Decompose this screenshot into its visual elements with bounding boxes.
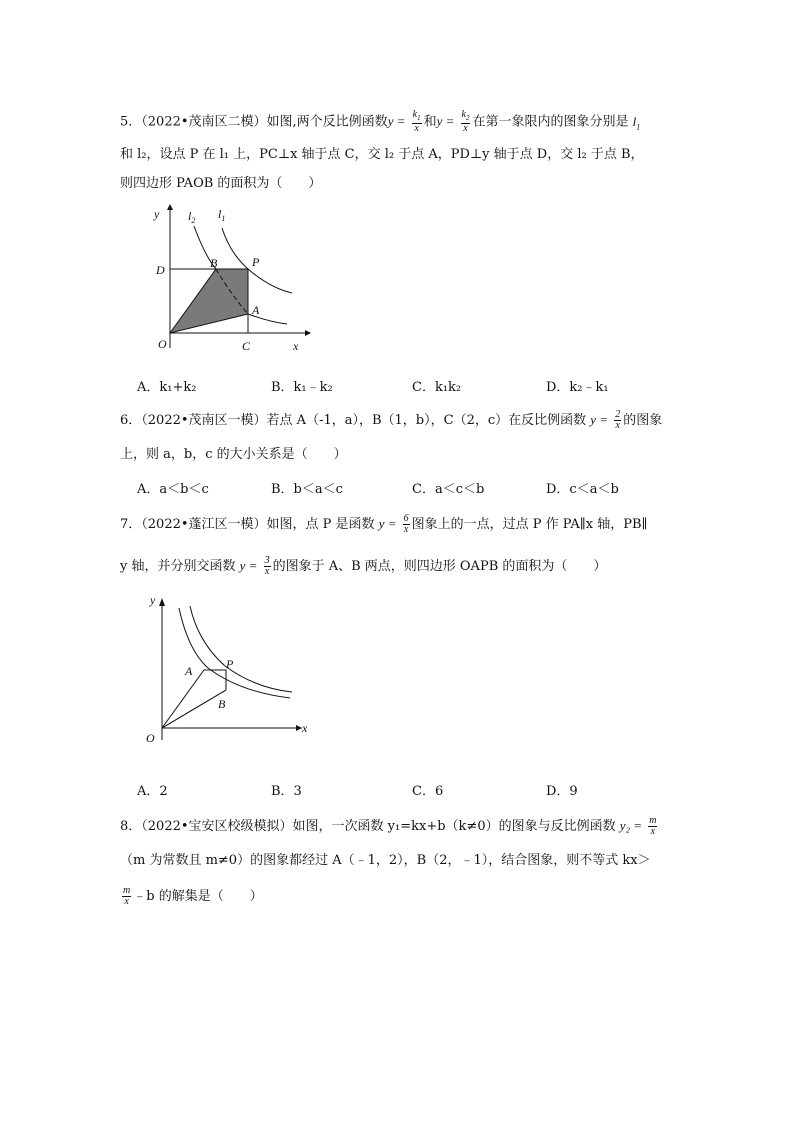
q7-curve-inner (179, 608, 290, 698)
q5-label-B: B (210, 256, 218, 270)
q6-option-a[interactable]: A．a＜b＜c (137, 482, 209, 497)
q7-text-2b: 的图象于 A、B 两点，则四边形 OAPB 的面积为（ ） (272, 559, 607, 574)
q5-line-3: 则四边形 PAOB 的面积为（ ） (120, 176, 322, 191)
q6-option-b[interactable]: B．b＜a＜c (271, 482, 343, 497)
q5-label-l2: $l_2$ (188, 209, 196, 225)
q7-y-arrow-icon (159, 598, 165, 606)
q6-option-d[interactable]: D．c＜a＜b (546, 482, 619, 497)
q6-text-1a: 若点 A（-1，a），B（1，b），C（2，c）在反比例函数 (266, 413, 587, 428)
q5-fraction-1: $\frac{k_1}{x}$ (412, 109, 421, 134)
q7-label-P: P (226, 657, 234, 671)
q5-text-1b: 和 (423, 114, 437, 130)
q7-y2: y = (239, 558, 258, 573)
q7-text-1a: 如图，点 P 是函数 (266, 517, 375, 532)
q7-text-1b: 图象上的一点，过点 P 作 PA∥x 轴，PB∥ (411, 517, 648, 532)
q5-label-y: y (154, 207, 160, 221)
q5-label-x: x (293, 339, 299, 353)
q7-y1: y = (378, 516, 397, 531)
q5-label-D: D (156, 263, 165, 277)
q5-option-b[interactable]: B．k₁﹣k₂ (271, 380, 333, 395)
q5-figure (130, 198, 320, 358)
q7-label-B: B (218, 697, 226, 711)
q5-shaded-region (170, 269, 248, 333)
q8-fraction-2: $\frac{m}{x}$ (123, 885, 131, 907)
q5-option-c[interactable]: C．k₁k₂ (412, 380, 462, 395)
q8-text-3b: ﹣b 的解集是（ ） (133, 889, 263, 904)
q7-label-x: x (302, 721, 308, 735)
q7-option-b[interactable]: B．3 (271, 784, 302, 799)
q6-number: 6． (120, 413, 142, 428)
q7-label-y: y (150, 593, 156, 607)
q8-number: 8． (120, 819, 142, 834)
q6-fraction: $\frac{2}{x}$ (615, 409, 621, 431)
q7-label-O: O (146, 731, 155, 745)
q5-text-1a: 如图,两个反比例函数 (266, 114, 388, 130)
q7-line-2 (120, 556, 606, 577)
q6-source: （2022•茂南区一模） (141, 413, 267, 428)
q6-option-c[interactable]: C．a＜c＜b (412, 482, 485, 497)
q5-line-1 (120, 110, 640, 136)
q8-y2: y₂ = (619, 818, 643, 833)
q7-option-c[interactable]: C．6 (412, 784, 444, 799)
q5-number: 5． (120, 114, 142, 130)
q7-quadrilateral (162, 670, 226, 728)
q8-source: （2022•宝安区校级模拟） (141, 819, 293, 834)
q5-x-arrow-icon (305, 330, 311, 336)
q5-source: （2022•茂南区二模） (141, 114, 267, 130)
q5-text-1c: 在第一象限内的图象分别是 (472, 114, 629, 130)
q8-line-1 (120, 816, 659, 837)
q5-option-a[interactable]: A．k₁+k₂ (137, 380, 197, 395)
q7-option-a[interactable]: A．2 (137, 784, 168, 799)
q5-label-l1: $l_1$ (218, 207, 226, 223)
q7-curve-outer (190, 606, 292, 692)
q6-y: y = (590, 412, 609, 427)
q5-fraction-2: $\frac{k_2}{x}$ (461, 109, 470, 134)
q7-source: （2022•蓬江区一模） (141, 517, 267, 532)
q8-fraction-1: $\frac{m}{x}$ (649, 815, 657, 837)
q7-line-1 (120, 514, 648, 535)
q7-label-A: A (185, 664, 193, 678)
q5-label-P: P (252, 255, 260, 269)
q6-text-1b: 的图象 (623, 413, 663, 428)
q5-label-C: C (242, 339, 251, 353)
q7-line-OB (162, 690, 226, 728)
q5-l1: $l_1$ (632, 113, 641, 132)
q5-option-d[interactable]: D．k₂﹣k₁ (546, 380, 609, 395)
q7-number: 7． (120, 517, 142, 532)
q6-line-2: 上，则 a，b，c 的大小关系是（ ） (120, 447, 347, 462)
q5-label-A: A (252, 303, 260, 317)
q5-label-O: O (158, 337, 167, 351)
q6-line-1 (120, 410, 662, 431)
q7-figure (130, 590, 320, 750)
q8-line-3 (120, 886, 263, 907)
q7-fraction-2: $\frac{3}{x}$ (264, 555, 270, 577)
q7-fraction-1: $\frac{6}{x}$ (403, 513, 409, 535)
q5-y-arrow-icon (167, 204, 173, 210)
q5-y2: y = (436, 113, 455, 129)
q8-text-1a: 如图，一次函数 y₁=kx+b（k≠0）的图象与反比例函数 (292, 819, 616, 834)
q5-line-2: 和 l₂，设点 P 在 l₁ 上，PC⊥x 轴于点 C，交 l₂ 于点 A，PD⊥y 轴于点 D，交 l₂ 于点 B， (120, 147, 644, 162)
q5-y1: y = (387, 113, 406, 129)
q7-text-2a: y 轴，并分别交函数 (120, 559, 236, 574)
q8-line-2: （m 为常数且 m≠0）的图象都经过 A（﹣1，2），B（2，﹣1），结合图象，则不等式 kx＞ (120, 853, 651, 868)
q7-option-d[interactable]: D．9 (546, 784, 578, 799)
